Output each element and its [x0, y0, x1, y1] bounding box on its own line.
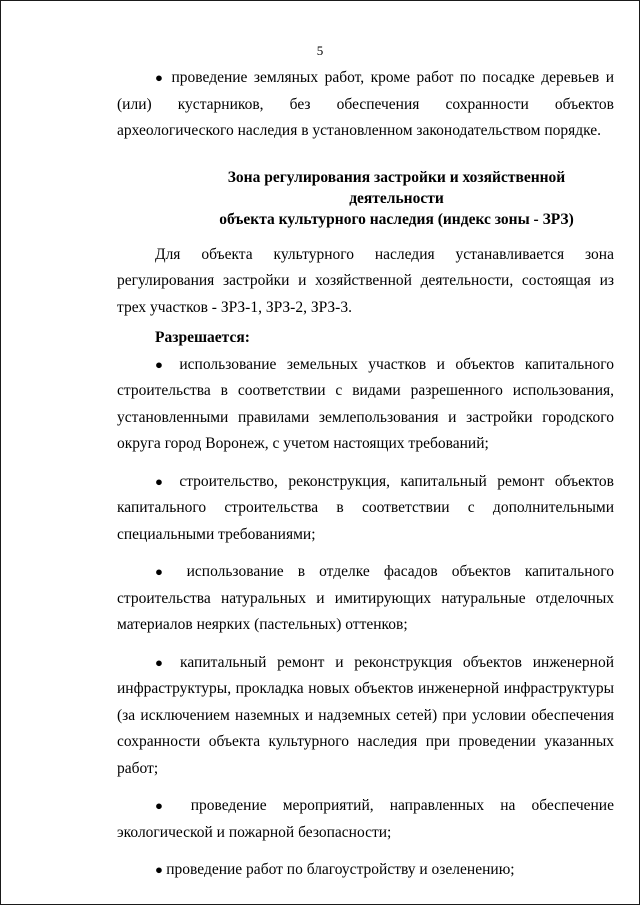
allowed-item: ● капитальный ремонт и реконструкция объектов инженерной инфраструктуры, прокладка новых объектов инженерной инфраструктуры (за исключением наземных и надземных сетей) при условии обеспечения сохранности объекта культурного наследия при проведении указанных работ;	[117, 650, 614, 783]
allowed-label: Разрешается:	[155, 329, 250, 346]
allowed-item: ● проведение мероприятий, направленных на обеспечение экологической и пожарной безопасности;	[117, 793, 614, 846]
allowed-item: ● строительство, реконструкция, капитальный ремонт объектов капитального строительства в соответствии с дополнительными специальными требованиями;	[117, 469, 614, 549]
allowed-item: ● проведение работ по благоустройству и озеленению;	[117, 857, 614, 884]
section-title-line-2: объекта культурного наследия (индекс зоны - ЗРЗ)	[219, 210, 574, 228]
allowed-item: ● использование земельных участков и объектов капитального строительства в соответствии с видами разрешенного использования, установленными правилами землепользования и застройки городского округа город Воронеж, с учетом настоящих требований;	[117, 352, 614, 458]
intro-paragraph: ● проведение земляных работ, кроме работ по посадке деревьев и (или) кустарников, без обеспечения сохранности объектов археологического наследия в установленном законодательством порядке.	[117, 65, 614, 145]
page-number: 5	[316, 43, 324, 58]
section-description: Для объекта культурного наследия устанавливается зона регулирования застройки и хозяйственной деятельности, состоящая из трех участков - ЗРЗ-1, ЗРЗ-2, ЗРЗ-3.	[117, 245, 614, 316]
document-body	[117, 65, 614, 884]
section-heading	[117, 167, 614, 230]
section-title-line-1: Зона регулирования застройки и хозяйственной деятельности	[227, 168, 566, 207]
allowed-item: ● использование в отделке фасадов объектов капитального строительства натуральных и имитирующих натуральные отделочных материалов неярких (пастельных) оттенков;	[117, 559, 614, 639]
